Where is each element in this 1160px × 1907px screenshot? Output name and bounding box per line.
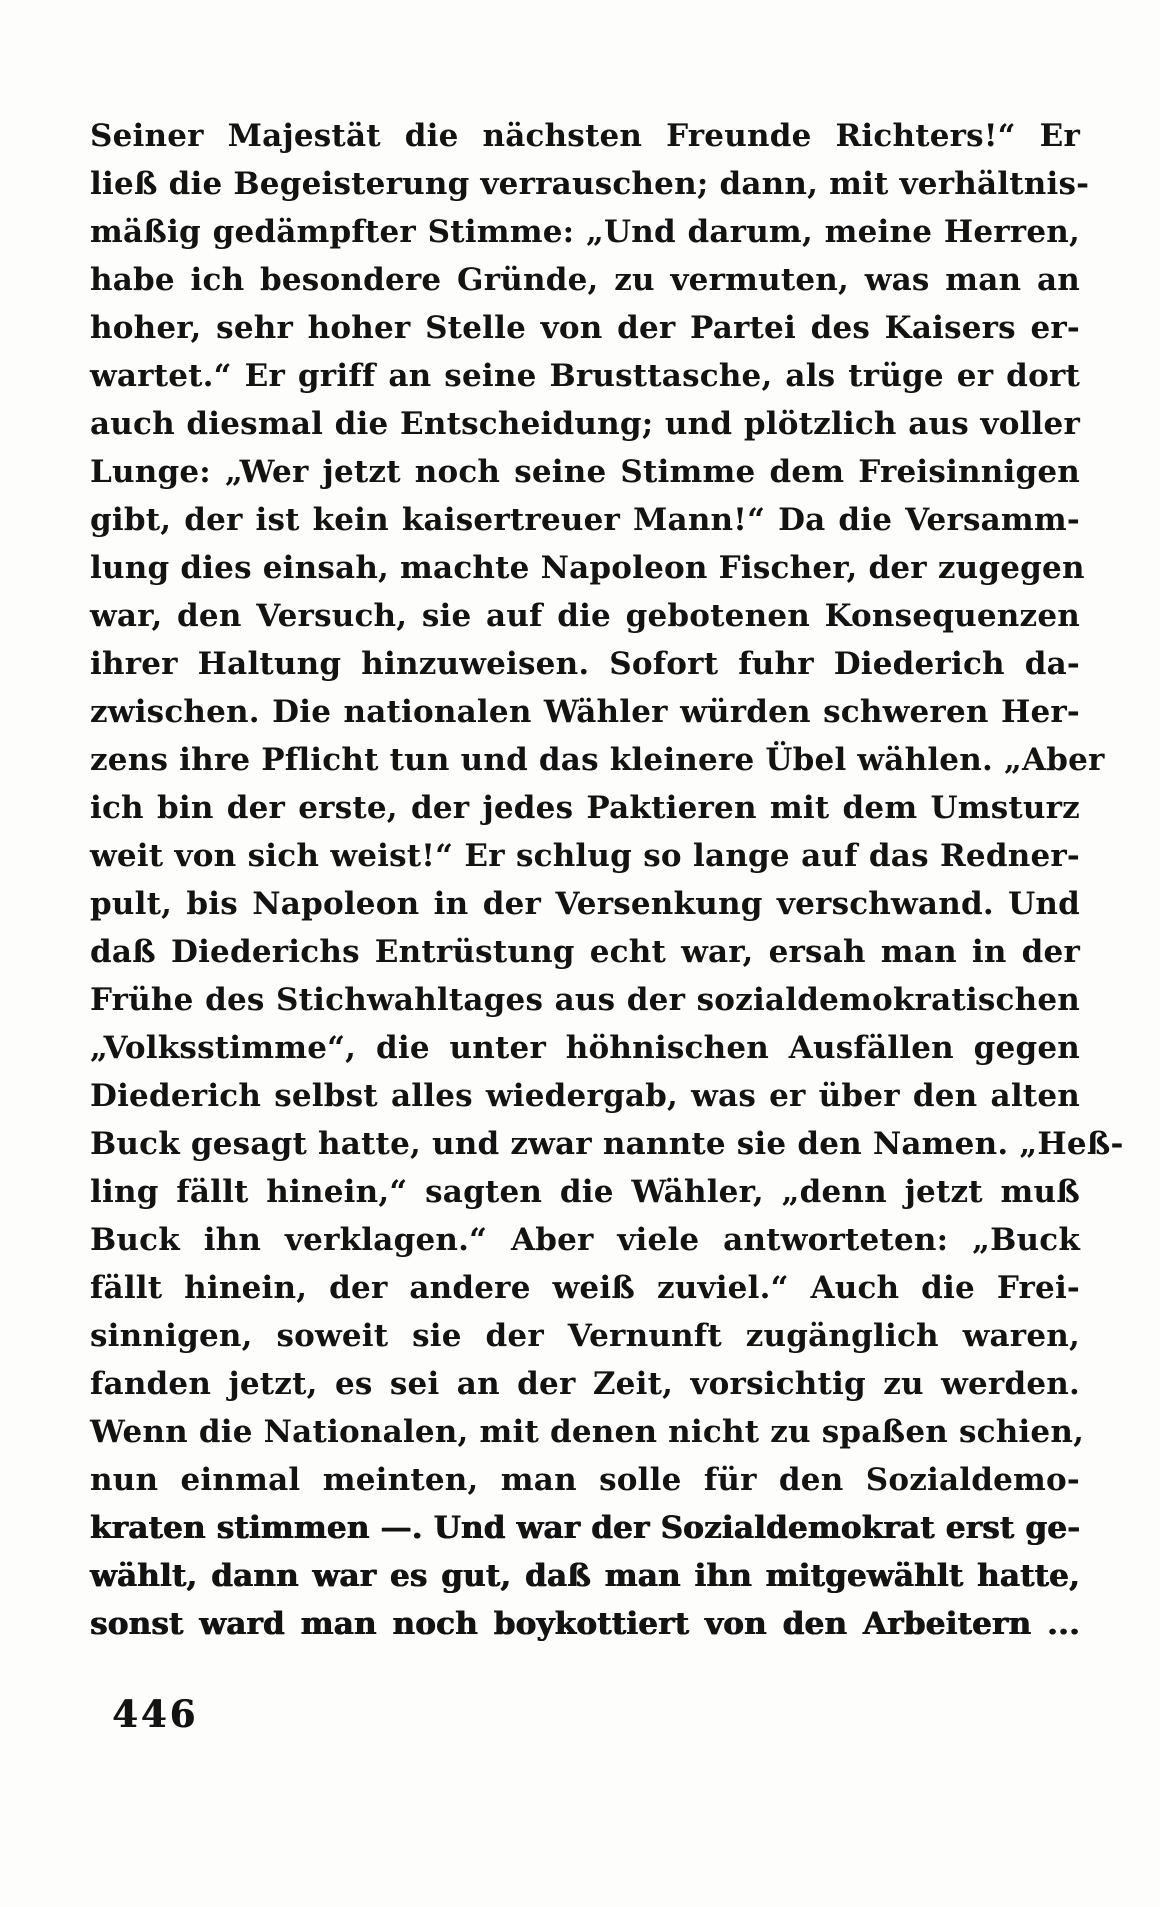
text-line: auch diesmal die Entscheidung; und plötzlich aus voller (90, 406, 1080, 442)
text-line: zwischen. Die nationalen Wähler würden schweren Her- (90, 694, 1080, 730)
text-line: ling fällt hinein,“ sagten die Wähler, „denn jetzt muß (90, 1174, 1080, 1210)
text-line: wartet.“ Er griff an seine Brusttasche, als trüge er dort (90, 358, 1080, 394)
text-line: mäßig gedämpfter Stimme: „Und darum, meine Herren, (90, 214, 1080, 250)
text-line: gibt, der ist kein kaisertreuer Mann!“ Da die Versamm- (90, 502, 1080, 538)
text-line: habe ich besondere Gründe, zu vermuten, was man an (90, 262, 1080, 298)
text-line: Seiner Majestät die nächsten Freunde Richters!“ Er (90, 118, 1080, 154)
text-line: zens ihre Pflicht tun und das kleinere Übel wählen. „Aber (90, 742, 1105, 778)
text-line: Lunge: „Wer jetzt noch seine Stimme dem Freisinnigen (90, 454, 1080, 490)
text-line: Buck ihn verklagen.“ Aber viele antworteten: „Buck (90, 1222, 1080, 1258)
text-line: weit von sich weist!“ Er schlug so lange auf das Redner- (90, 838, 1080, 874)
text-line: nun einmal meinten, man solle für den Sozialdemo- (90, 1462, 1080, 1498)
text-line: Diederich selbst alles wiedergab, was er über den alten (90, 1078, 1080, 1114)
body-text (90, 112, 1124, 1648)
text-line: ließ die Begeisterung verrauschen; dann, mit verhältnis- (90, 166, 1090, 202)
text-line: Buck gesagt hatte, und zwar nannte sie den Namen. „Heß- (90, 1126, 1124, 1162)
text-line: hoher, sehr hoher Stelle von der Partei des Kaisers er- (90, 310, 1080, 346)
page-number: 446 (112, 1692, 199, 1736)
text-line: fällt hinein, der andere weiß zuviel.“ Auch die Frei- (90, 1270, 1080, 1306)
text-line: war, den Versuch, sie auf die gebotenen Konsequenzen (90, 598, 1080, 634)
text-line: Wenn die Nationalen, mit denen nicht zu spaßen schien, (90, 1414, 1085, 1450)
text-line: „Volksstimme“, die unter höhnischen Ausfällen gegen (90, 1030, 1080, 1066)
text-line: sonst ward man noch boykottiert von den Arbeitern ... (90, 1606, 1080, 1642)
text-line: kraten stimmen —. Und war der Sozialdemokrat erst ge- (90, 1510, 1081, 1546)
text-line: pult, bis Napoleon in der Versenkung verschwand. Und (90, 886, 1080, 922)
text-line: wählt, dann war es gut, daß man ihn mitgewählt hatte, (90, 1558, 1080, 1594)
text-line: ihrer Haltung hinzuweisen. Sofort fuhr Diederich da- (90, 646, 1080, 682)
text-line: lung dies einsah, machte Napoleon Fischer, der zugegen (90, 550, 1085, 586)
text-line: ich bin der erste, der jedes Paktieren mit dem Umsturz (90, 790, 1080, 826)
text-line: Frühe des Stichwahltages aus der sozialdemokratischen (90, 982, 1080, 1018)
text-line: sinnigen, soweit sie der Vernunft zugänglich waren, (90, 1318, 1080, 1354)
text-line: fanden jetzt, es sei an der Zeit, vorsichtig zu werden. (90, 1366, 1080, 1402)
text-line: daß Diederichs Entrüstung echt war, ersah man in der (90, 934, 1080, 970)
